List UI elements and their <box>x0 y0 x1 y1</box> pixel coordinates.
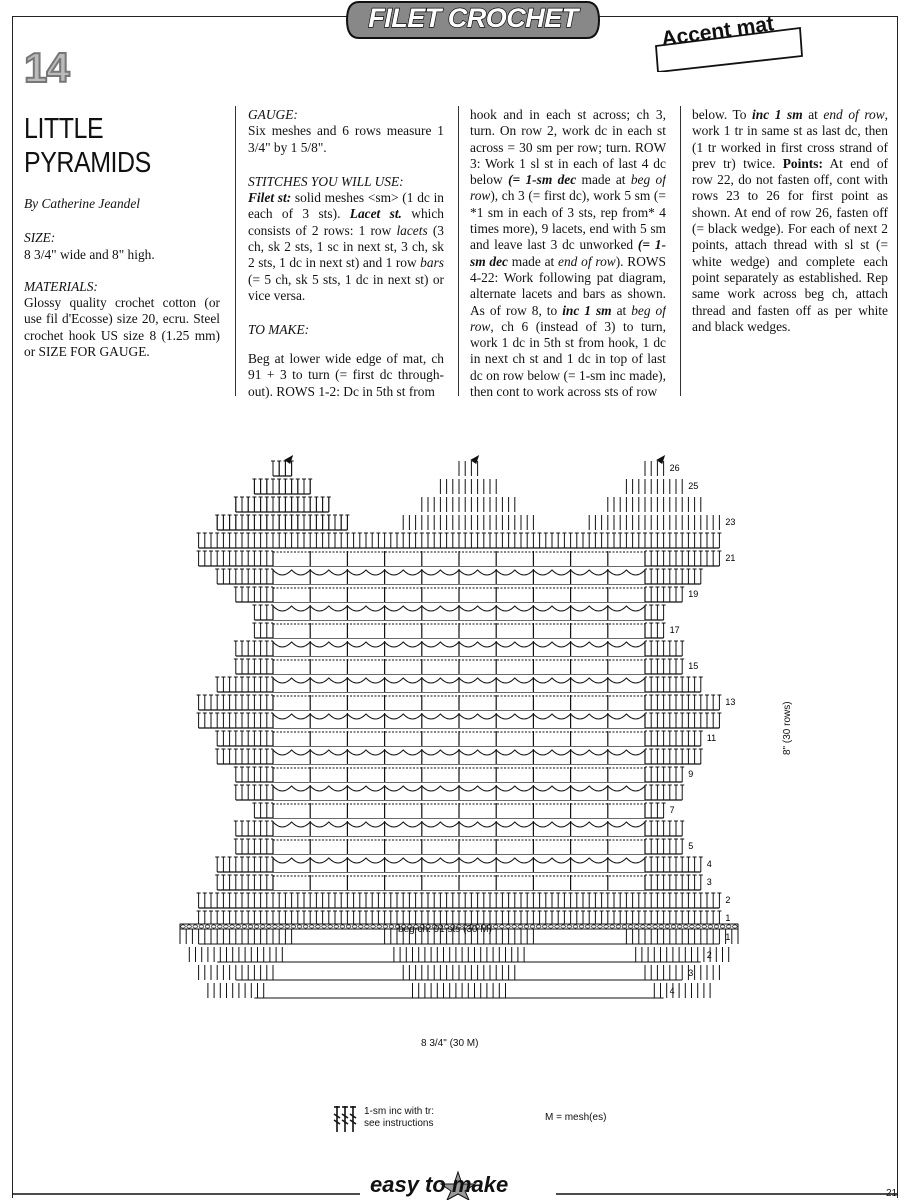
row-number-right: 21 <box>725 553 736 563</box>
legend-mesh-text: M = mesh(es) <box>545 1112 607 1123</box>
legend-inc-text: 1-sm inc with tr: see instructions <box>364 1106 435 1129</box>
materials-text: Glossy quality crochet cotton (or use fil d'Ecosse) size 20, ecru. Steel crochet hook US size 8 (1.25 mm) or SIZE FOR GAUGE. <box>24 295 220 360</box>
size-text: 8 3/4" wide and 8" high. <box>24 246 155 262</box>
size-heading: SIZE: <box>24 230 56 246</box>
gauge-heading: GAUGE: <box>248 107 298 122</box>
tr-inc-legend-icon <box>332 1104 358 1134</box>
stitches-text: Filet st: solid meshes <sm> (1 dc in each of 3 sts). Lacet st. which consists of 2 rows: 1 row lacets (3 ch, sk 2 sts, 1 sc in next st, 3 ch, sk 2 sts, 1 dc in next st) and 1 row bars (= 5 ch, sk 5 sts, 1 dc in next st) or vice versa. <box>248 190 444 303</box>
row-number-right: 9 <box>688 769 694 779</box>
row-number-right: 15 <box>688 661 699 671</box>
row-number-right: 25 <box>688 481 699 491</box>
row-number-right: 7 <box>669 805 675 815</box>
row-number-bottom: 3 <box>688 968 694 978</box>
row-number-right: 4 <box>706 859 712 869</box>
column-divider <box>680 106 681 396</box>
to-make-heading: TO MAKE: <box>248 322 310 338</box>
row-number-right: 26 <box>669 463 680 473</box>
stitches-heading: STITCHES YOU WILL USE: <box>248 173 404 189</box>
banner-title: FILET CROCHET <box>368 3 578 33</box>
instructions-text-col3: hook and in each st across; ch 3, turn. On row 2, work dc in each st across = 30 sm per row; turn. ROW 3: Work 1 sl st in each of last 4 dc below (= 1-sm dec made at beg of row), ch 3 (= first dc), work 5 sm (= *1 sm in each of 3 sts, rep from* 4 times more), 9 lacets, end with 5 sm and leave last 3 dc unworked (= 1-sm dec made at end of row). ROWS 4-22: Work following pat diagram, alternate lacets and bars as shown. As of row 8, to inc 1 sm at beg of row, ch 6 (instead of 3) to turn, work 1 dc in 5th st from hook, 1 dc in next ch st and 1 dc in top of last dc on row below (= 1-sm inc made), then cont to work across sts of row <box>470 107 666 400</box>
row-number-right: 19 <box>688 589 699 599</box>
instructions-text: Beg at lower wide edge of mat, ch 91 + 3 to turn (= first dc through-out). ROWS 1-2: Dc in 5th st from <box>248 351 444 399</box>
row-number-bottom: 1 <box>725 932 731 942</box>
row-number-right: 5 <box>688 841 694 851</box>
row-number-bottom: 2 <box>706 950 712 960</box>
column-1 <box>24 196 220 360</box>
row-number-right: 13 <box>725 697 736 707</box>
row-number-right: 3 <box>706 877 712 887</box>
row-number-right: 17 <box>669 625 680 635</box>
footer-logo: easy to make <box>370 1172 509 1197</box>
row-number-right: 2 <box>725 895 731 905</box>
column-2 <box>248 107 444 339</box>
crochet-diagram <box>160 448 780 1028</box>
height-label: 8" (30 rows) <box>782 701 793 755</box>
pattern-title: LITTLE PYRAMIDS <box>24 113 151 179</box>
row-number-bottom: 4 <box>669 986 675 996</box>
beg-chain-label: beg ch: 91 sts (30 M) <box>398 924 492 935</box>
instructions-text-col4: below. To inc 1 sm at end of row, work 1 tr in same st as last dc, then (1 tr worked in first cross strand of prev tr) twice. Points: At end of row 22, do not fasten off, cont with rows 23 to 26 for first point as shown. At end of row 26, fasten off (= black wedge). For each of next 2 points, attach thread with sl st (= white wedge) and complete each point separately as established. Rep same work across beg ch, attach thread and fasten off as per white and black wedges. <box>692 107 888 334</box>
column-divider <box>458 106 459 396</box>
materials-heading: MATERIALS: <box>24 278 98 294</box>
gauge-text: Six meshes and 6 rows measure 1 3/4" by 1 5/8". <box>248 123 444 155</box>
row-number-right: 1 <box>725 913 731 923</box>
row-number-right: 23 <box>725 517 736 527</box>
page-number: 21 <box>886 1188 898 1199</box>
pattern-number: 14 <box>24 44 69 91</box>
width-label: 8 3/4" (30 M) <box>421 1038 479 1049</box>
column-divider <box>235 106 236 396</box>
row-number-right: 11 <box>706 733 717 743</box>
byline: By Catherine Jeandel <box>24 196 141 211</box>
accent-tag: Accent mat <box>660 12 776 51</box>
